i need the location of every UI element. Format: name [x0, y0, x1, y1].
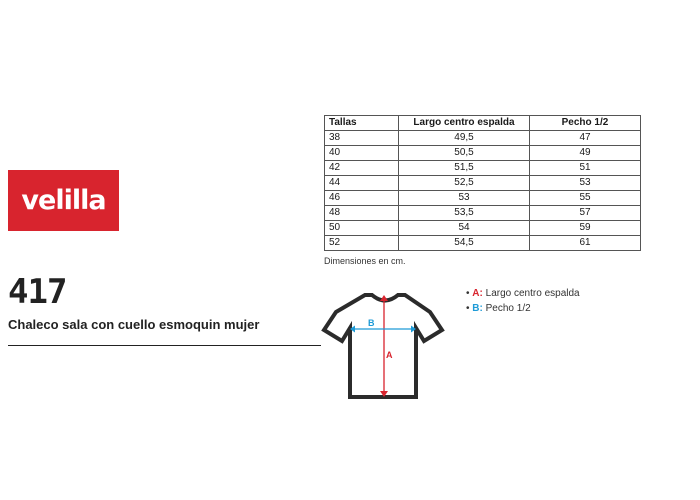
dimensions-note: Dimensiones en cm. [324, 256, 406, 266]
cell-pecho: 57 [530, 206, 641, 221]
cell-size: 42 [325, 161, 399, 176]
cell-largo: 51,5 [399, 161, 530, 176]
table-row [325, 131, 641, 146]
cell-pecho: 51 [530, 161, 641, 176]
tshirt-outline [324, 295, 442, 397]
legend-key-b: B: [472, 303, 483, 314]
cell-pecho: 53 [530, 176, 641, 191]
cell-pecho: 55 [530, 191, 641, 206]
measure-b-label: B [368, 318, 375, 328]
brand-logo-text: velilla [21, 185, 106, 216]
size-table-header [325, 116, 641, 131]
table-row [325, 221, 641, 236]
measure-a-label: A [386, 350, 393, 360]
cell-size: 50 [325, 221, 399, 236]
legend-item-b [466, 301, 580, 316]
cell-size: 46 [325, 191, 399, 206]
cell-pecho: 47 [530, 131, 641, 146]
table-row [325, 161, 641, 176]
cell-size: 48 [325, 206, 399, 221]
cell-pecho: 49 [530, 146, 641, 161]
cell-largo: 49,5 [399, 131, 530, 146]
cell-pecho: 59 [530, 221, 641, 236]
brand-logo [8, 170, 119, 231]
cell-largo: 52,5 [399, 176, 530, 191]
table-row [325, 191, 641, 206]
measurement-legend [466, 286, 580, 316]
header-largo: Largo centro espalda [399, 116, 530, 131]
table-row [325, 206, 641, 221]
divider [8, 345, 321, 346]
cell-pecho: 61 [530, 236, 641, 251]
table-row [325, 176, 641, 191]
legend-key-a: A: [472, 288, 483, 299]
legend-text-a: Largo centro espalda [485, 288, 580, 299]
cell-size: 40 [325, 146, 399, 161]
cell-largo: 53,5 [399, 206, 530, 221]
product-code: 417 [8, 272, 67, 312]
cell-largo: 50,5 [399, 146, 530, 161]
legend-item-a [466, 286, 580, 301]
cell-size: 52 [325, 236, 399, 251]
legend-text-b: Pecho 1/2 [485, 303, 531, 314]
legend-bullet: • [466, 288, 470, 299]
header-pecho: Pecho 1/2 [530, 116, 641, 131]
cell-largo: 53 [399, 191, 530, 206]
cell-largo: 54,5 [399, 236, 530, 251]
size-table [324, 115, 641, 251]
cell-size: 38 [325, 131, 399, 146]
table-row [325, 236, 641, 251]
tshirt-diagram [320, 290, 450, 405]
legend-bullet: • [466, 303, 470, 314]
cell-size: 44 [325, 176, 399, 191]
table-row [325, 146, 641, 161]
header-tallas: Tallas [325, 116, 399, 131]
cell-largo: 54 [399, 221, 530, 236]
product-name: Chaleco sala con cuello esmoquin mujer [8, 317, 260, 332]
